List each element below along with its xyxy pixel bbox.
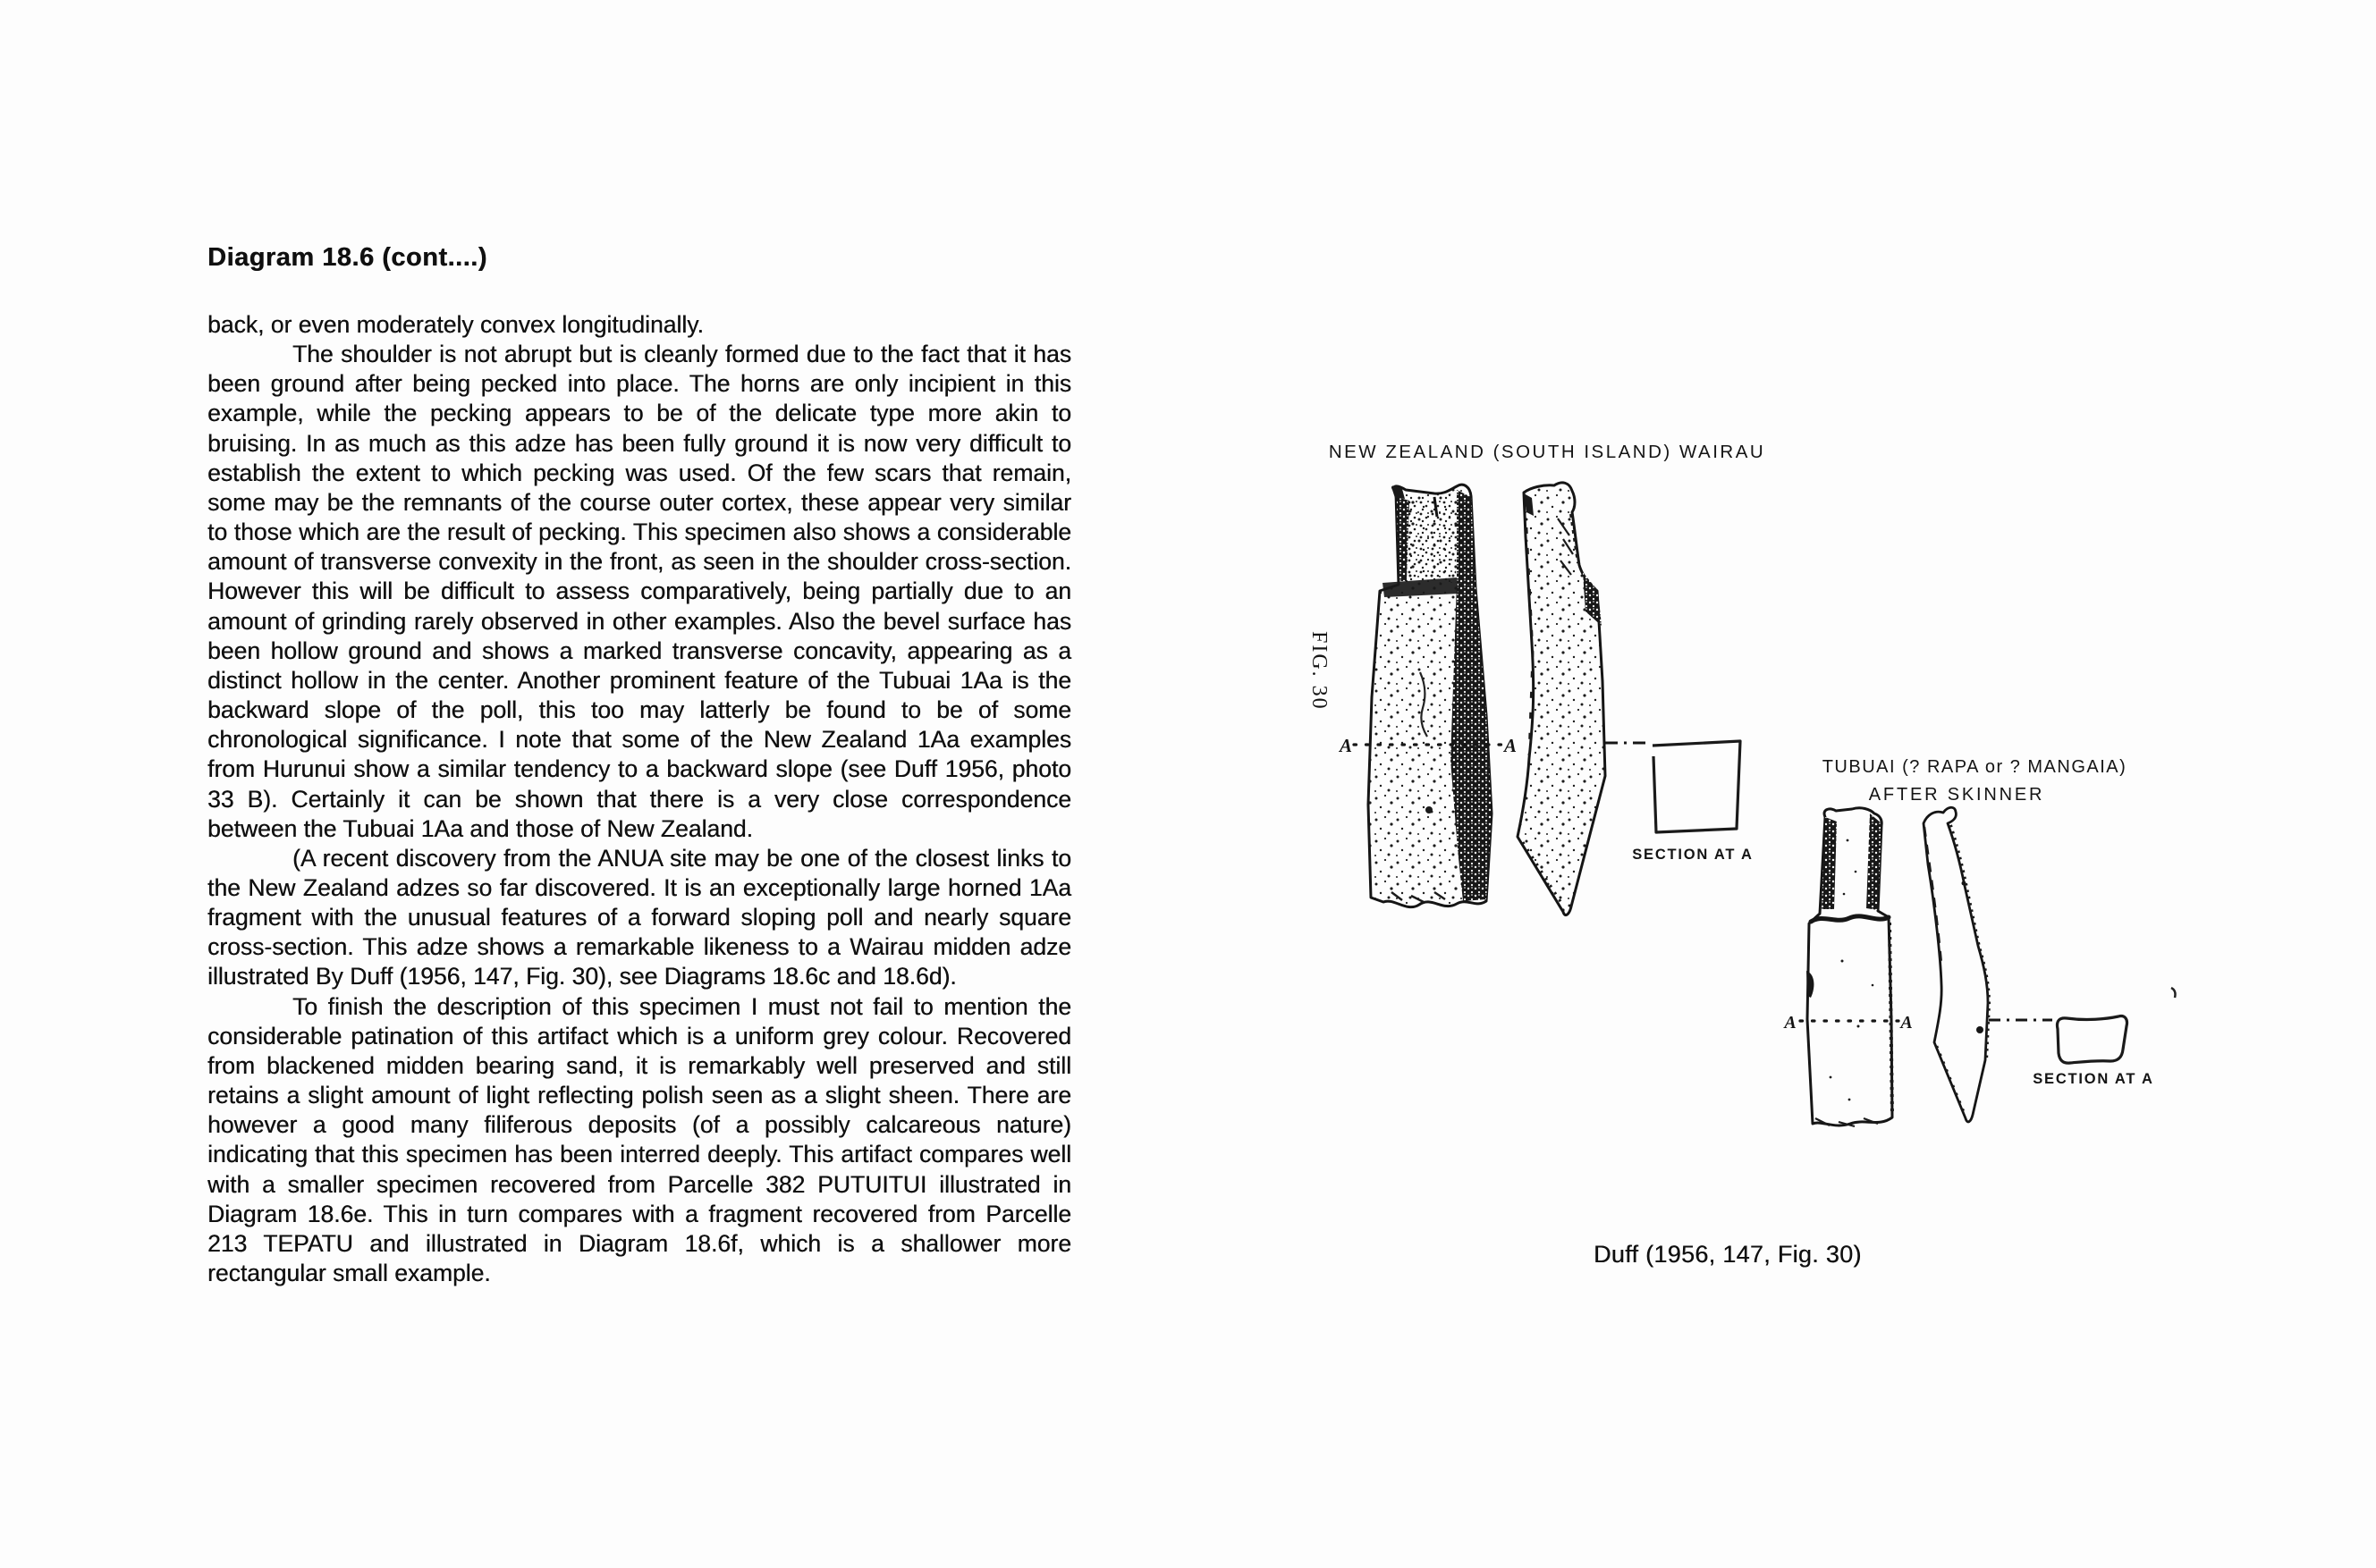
paragraph-patination: To finish the description of this specimen I must not fail to mention the considerable patination of this artifact which is a uniform grey colour. Recovered from blackened midden bearing sand, it is remarkably well preserved and still retains a slight amount of light reflecting polish seen as a slight sheen. There are however a good many filiferous deposits (of a possibly calcareous nature) indicating that this specimen has been interred deeply. This artifact compares well with a smaller specimen recovered from Parcelle 382 PUTUITUI illustrated in Diagram 18.6e. This in turn compares with a fragment recovered from Parcelle 213 TEPATU and illustrated in Diagram 18.6f, which is a shallower more rectangular small example.: [207, 992, 1071, 1286]
adze-side-outline: [1518, 483, 1605, 915]
figure-number-label: FIG. 30: [1307, 631, 1331, 711]
figure-title-tubuai: TUBUAI (? RAPA or ? MANGAIA): [1822, 757, 2127, 777]
paragraph-continuation: back, or even moderately convex longitudinally.: [207, 311, 704, 338]
paragraph-shoulder: The shoulder is not abrupt but is cleanly formed due to the fact that it has been ground after being pecked into place. The horns are only incipient in this example, while the pecking appears to be of the delicate type more akin to bruising. In as much as this adze has been fully ground it is now very difficult to establish the extent to which pecking was used. Of the few scars that remain, some may be the remnants of the course outer cortex, these appear very similar to those which are the result of pecking. This specimen also shows a considerable amount of transverse convexity in the front, as seen in the shoulder cross-section. However this will be difficult to assess comparatively, being partially due to an amount of grinding rarely observed in other examples. Also the bevel surface has been hollow ground and shows a marked transverse concavity, appearing as a distinct hollow in the center. Another prominent feature of the Tubuai 1Aa is the backward slope of the poll, this too may latterly be found to be of some chronological significance. I note that some of the New Zealand 1Aa examples from Hurunui show a similar tendency to a backward slope (see Duff 1956, photo 33 B). Certainly it can be shown that there is a very close correspondence between the Tubuai 1Aa and those of New Zealand.: [207, 341, 1071, 842]
section-marker-a-right-2: A: [1900, 1013, 1913, 1033]
tubuai-side-outline: [1924, 807, 1988, 1122]
figure-title-after-skinner: AFTER SKINNER: [1868, 785, 2045, 805]
figure-caption: Duff (1956, 147, Fig. 30): [1594, 1241, 1862, 1268]
figure-fig30: [1279, 402, 2228, 1287]
adze-side-view-tubuai: [1924, 807, 1989, 1122]
tubuai-poll-dot: [1843, 893, 1846, 896]
tubuai-body-dot: [1848, 1099, 1851, 1101]
section-marker-a-left-2: A: [1784, 1013, 1797, 1033]
adze-dark-spot: [1425, 806, 1433, 814]
paragraph-anua-discovery: (A recent discovery from the ANUA site may be one of the closest links to the New Zealand adzes so far discovered. It is an exceptionally large horned 1Aa fragment with the unusual features of a forward sloping poll and nearly square cross-section. This adze shows a remarkable likeness to a Wairau midden adze illustrated By Duff (1956, 147, Fig. 30), see Diagrams 18.6c and 18.6d).: [207, 844, 1071, 991]
section-label-1: SECTION AT A: [1632, 847, 1754, 863]
section-label-2: SECTION AT A: [2033, 1071, 2154, 1087]
figure-title-new-zealand: NEW ZEALAND (SOUTH ISLAND) WAIRAU: [1328, 442, 1766, 462]
tubuai-body-dot: [1872, 984, 1874, 987]
adze-front-view-tubuai: [1806, 808, 1892, 1126]
tubuai-side-blotch: [1976, 1026, 1983, 1033]
body-text: [207, 310, 1071, 1288]
page-title: Diagram 18.6 (cont....): [207, 243, 487, 272]
tubuai-body-dot: [1841, 960, 1844, 963]
section-box-2: [2057, 1016, 2127, 1064]
tubuai-body-dot: [1857, 1025, 1860, 1028]
tubuai-body-dot: [1830, 1076, 1832, 1079]
stray-ink-speck: [2171, 988, 2176, 998]
tubuai-poll-dot: [1847, 839, 1849, 842]
adze-side-view-wairau: [1518, 483, 1605, 915]
section-marker-a-left-1: A: [1339, 735, 1353, 756]
section-box-1: [1653, 741, 1740, 832]
section-marker-a-right-1: A: [1503, 735, 1518, 756]
tubuai-poll-dot: [1855, 871, 1857, 873]
tubuai-side-blotch-small: [1962, 881, 1966, 886]
adze-front-view-wairau: [1368, 485, 1492, 906]
